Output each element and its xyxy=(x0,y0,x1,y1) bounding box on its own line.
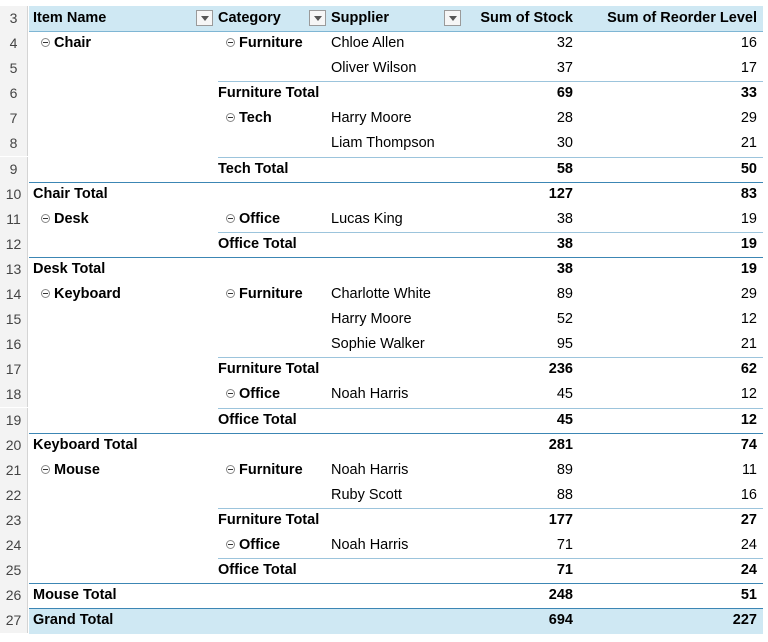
supplier-cell[interactable] xyxy=(331,483,463,508)
sum-of-reorder-cell-text: 19 xyxy=(740,235,757,252)
row-number[interactable]: 9 xyxy=(0,157,28,182)
sum-of-reorder-cell[interactable] xyxy=(579,533,761,558)
sum-of-stock-cell[interactable] xyxy=(466,282,576,307)
item-name-cell-text: Grand Total xyxy=(33,612,114,629)
sum-of-reorder-cell-text: 19 xyxy=(740,260,757,277)
supplier-cell[interactable] xyxy=(331,307,463,332)
sum-of-reorder-cell[interactable] xyxy=(579,558,761,583)
item-name-cell[interactable] xyxy=(33,81,215,106)
sum-of-reorder-cell[interactable] xyxy=(579,357,761,382)
sum-of-stock-cell[interactable] xyxy=(466,157,576,182)
category-cell[interactable] xyxy=(218,131,328,156)
sum-of-stock-cell[interactable] xyxy=(466,81,576,106)
sum-of-stock-cell[interactable] xyxy=(466,608,576,633)
collapse-toggle-icon[interactable] xyxy=(226,540,235,549)
sum-of-stock-cell[interactable] xyxy=(466,558,576,583)
category-cell-text: Furniture Total xyxy=(218,361,320,378)
sum-of-stock-cell[interactable] xyxy=(466,207,576,232)
sum-of-stock-cell-text: 177 xyxy=(548,511,573,528)
sum-of-stock-cell[interactable] xyxy=(466,357,576,382)
sum-of-stock-cell-text: 38 xyxy=(556,260,573,277)
supplier-cell-text: Noah Harris xyxy=(331,386,409,403)
item-name-cell[interactable] xyxy=(33,408,215,433)
sum-of-reorder-cell-text: 16 xyxy=(740,486,757,503)
sum-of-stock-cell[interactable] xyxy=(466,533,576,558)
item-name-cell[interactable] xyxy=(33,483,215,508)
category-cell[interactable] xyxy=(218,408,328,433)
supplier-cell[interactable] xyxy=(331,558,463,583)
item-name-cell-text: Keyboard xyxy=(54,286,121,302)
supplier-cell[interactable] xyxy=(331,106,463,131)
supplier-filter-dropdown[interactable] xyxy=(444,10,461,26)
sum-of-reorder-cell-text: 24 xyxy=(740,537,757,553)
supplier-cell[interactable] xyxy=(331,533,463,558)
row-number[interactable]: 12 xyxy=(0,232,28,257)
sum-of-stock-cell-text: 69 xyxy=(556,85,573,102)
category-cell[interactable] xyxy=(218,257,328,282)
sum-of-stock-cell-text: 58 xyxy=(556,160,573,177)
category-cell[interactable] xyxy=(218,182,328,207)
category-cell[interactable] xyxy=(218,81,328,106)
sum-of-reorder-cell[interactable] xyxy=(579,131,761,156)
collapse-toggle-icon[interactable] xyxy=(226,389,235,398)
row-number[interactable]: 16 xyxy=(0,332,28,357)
sum-of-stock-cell-text: 71 xyxy=(556,537,573,553)
item-name-cell-text: Desk Total xyxy=(33,260,106,277)
sum-of-stock-cell[interactable] xyxy=(466,332,576,357)
supplier-cell[interactable] xyxy=(331,81,463,106)
sum-of-stock-cell-text: 88 xyxy=(556,486,573,503)
sum-of-stock-cell[interactable] xyxy=(466,382,576,407)
row-number[interactable]: 13 xyxy=(0,257,28,282)
sum-of-reorder-cell[interactable] xyxy=(579,382,761,407)
row-number[interactable]: 20 xyxy=(0,433,28,458)
table-row xyxy=(0,56,768,81)
sum-of-reorder-cell[interactable] xyxy=(579,583,761,608)
item-name-cell[interactable] xyxy=(33,257,215,282)
item-name-cell[interactable] xyxy=(33,357,215,382)
sum-of-stock-cell-text: 127 xyxy=(548,185,573,202)
table-row xyxy=(0,207,768,232)
category-cell[interactable] xyxy=(218,357,328,382)
supplier-cell-text: Ruby Scott xyxy=(331,486,402,503)
table-row xyxy=(0,408,768,433)
row-number[interactable]: 27 xyxy=(0,608,28,633)
sum-of-stock-cell-text: 89 xyxy=(556,286,573,302)
sum-of-reorder-cell[interactable] xyxy=(579,307,761,332)
sum-of-stock-cell[interactable] xyxy=(466,408,576,433)
sum-of-reorder-cell-text: 12 xyxy=(740,386,757,403)
collapse-toggle-icon[interactable] xyxy=(226,214,235,223)
table-row xyxy=(0,31,768,56)
row-number[interactable]: 19 xyxy=(0,408,28,433)
supplier-cell-text: Chloe Allen xyxy=(331,35,405,51)
sum-of-reorder-cell-text: 62 xyxy=(740,361,757,378)
category-cell[interactable] xyxy=(218,483,328,508)
row-number[interactable]: 22 xyxy=(0,483,28,508)
sum-of-stock-cell-text: 71 xyxy=(556,562,573,579)
item-name-cell[interactable] xyxy=(33,382,215,407)
pivot-header-row xyxy=(0,6,768,31)
category-cell-text: Furniture xyxy=(239,35,303,51)
supplier-cell-text: Charlotte White xyxy=(331,286,431,302)
sum-of-stock-cell-text: 38 xyxy=(556,235,573,252)
supplier-cell[interactable] xyxy=(331,332,463,357)
sum-of-stock-cell[interactable] xyxy=(466,182,576,207)
row-number[interactable]: 21 xyxy=(0,458,28,483)
sum-of-reorder-cell[interactable] xyxy=(579,157,761,182)
sum-of-stock-cell-text: 694 xyxy=(548,612,573,629)
sum-of-stock-cell-text: 45 xyxy=(556,386,573,403)
table-row xyxy=(0,458,768,483)
sum-of-reorder-cell[interactable] xyxy=(579,433,761,458)
supplier-cell[interactable] xyxy=(331,207,463,232)
table-row xyxy=(0,232,768,257)
category-cell[interactable] xyxy=(218,583,328,608)
sum-of-stock-cell-text: 281 xyxy=(548,436,573,453)
sum-of-stock-cell-text: 37 xyxy=(556,60,573,77)
category-cell-text: Furniture Total xyxy=(218,511,320,528)
item-name-cell[interactable] xyxy=(33,508,215,533)
table-row xyxy=(0,533,768,558)
category-cell[interactable] xyxy=(218,307,328,332)
item-name-cell[interactable] xyxy=(33,307,215,332)
sum-of-stock-cell-text: 30 xyxy=(556,135,573,152)
sum-of-reorder-cell-text: 19 xyxy=(740,210,757,227)
supplier-cell-text: Noah Harris xyxy=(331,537,409,553)
supplier-cell[interactable] xyxy=(331,157,463,182)
sum-of-reorder-cell[interactable] xyxy=(579,458,761,483)
category-cell[interactable] xyxy=(218,31,328,56)
sum-of-reorder-cell-text: 16 xyxy=(740,35,757,51)
category-cell-text: Office Total xyxy=(218,562,297,579)
collapse-toggle-icon[interactable] xyxy=(226,465,235,474)
category-cell[interactable] xyxy=(218,382,328,407)
category-cell[interactable] xyxy=(218,106,328,131)
header-item-name[interactable]: Item Name xyxy=(33,10,107,26)
item-name-cell[interactable] xyxy=(33,332,215,357)
supplier-cell[interactable] xyxy=(331,357,463,382)
row-number[interactable]: 11 xyxy=(0,207,28,232)
row-number[interactable]: 15 xyxy=(0,307,28,332)
item-name-cell[interactable] xyxy=(33,583,215,608)
table-row xyxy=(0,583,768,608)
row-number[interactable]: 24 xyxy=(0,533,28,558)
sum-of-reorder-cell[interactable] xyxy=(579,332,761,357)
category-cell[interactable] xyxy=(218,508,328,533)
supplier-cell[interactable] xyxy=(331,257,463,282)
sum-of-stock-cell[interactable] xyxy=(466,583,576,608)
supplier-cell-text: Noah Harris xyxy=(331,461,409,478)
item-name-cell-text: Mouse xyxy=(54,461,100,478)
category-cell-text: Tech Total xyxy=(218,160,289,177)
supplier-cell[interactable] xyxy=(331,458,463,483)
category-cell-text: Furniture xyxy=(239,286,303,302)
table-row xyxy=(0,357,768,382)
row-number[interactable]: 18 xyxy=(0,382,28,407)
table-row xyxy=(0,433,768,458)
item-name-cell-text: Chair Total xyxy=(33,185,108,202)
table-row xyxy=(0,282,768,307)
collapse-toggle-icon[interactable] xyxy=(41,214,50,223)
sum-of-reorder-cell[interactable] xyxy=(579,483,761,508)
category-cell[interactable] xyxy=(218,232,328,257)
table-row xyxy=(0,608,768,633)
sum-of-stock-cell-text: 248 xyxy=(548,587,573,604)
collapse-toggle-icon[interactable] xyxy=(226,289,235,298)
item-name-cell[interactable] xyxy=(33,608,215,633)
sum-of-stock-cell-text: 32 xyxy=(556,35,573,51)
item-name-cell[interactable] xyxy=(33,131,215,156)
sum-of-stock-cell[interactable] xyxy=(466,56,576,81)
sum-of-reorder-cell-text: 51 xyxy=(740,587,757,604)
supplier-cell-text: Liam Thompson xyxy=(331,135,435,152)
row-number[interactable]: 17 xyxy=(0,357,28,382)
sum-of-reorder-cell[interactable] xyxy=(579,106,761,131)
sum-of-stock-cell[interactable] xyxy=(466,508,576,533)
supplier-cell[interactable] xyxy=(331,232,463,257)
sum-of-reorder-cell-text: 12 xyxy=(740,311,757,328)
sum-of-reorder-cell[interactable] xyxy=(579,56,761,81)
item-name-cell-text: Chair xyxy=(54,35,92,51)
item-name-cell[interactable] xyxy=(33,458,215,483)
row-number[interactable]: 6 xyxy=(0,81,28,106)
supplier-cell-text: Lucas King xyxy=(331,210,403,227)
sum-of-reorder-cell-text: 24 xyxy=(740,562,757,579)
supplier-cell[interactable] xyxy=(331,282,463,307)
header-category[interactable]: Category xyxy=(218,10,281,26)
sum-of-reorder-cell[interactable] xyxy=(579,232,761,257)
sum-of-reorder-cell[interactable] xyxy=(579,182,761,207)
table-row xyxy=(0,483,768,508)
category-cell[interactable] xyxy=(218,207,328,232)
sum-of-reorder-cell-text: 227 xyxy=(732,612,757,629)
row-number[interactable]: 8 xyxy=(0,131,28,156)
supplier-cell-text: Oliver Wilson xyxy=(331,60,417,77)
category-cell[interactable] xyxy=(218,332,328,357)
category-cell-text: Office xyxy=(239,386,281,403)
item-name-cell[interactable] xyxy=(33,207,215,232)
sum-of-reorder-cell-text: 83 xyxy=(740,185,757,202)
supplier-cell[interactable] xyxy=(331,508,463,533)
sum-of-stock-cell[interactable] xyxy=(466,307,576,332)
sum-of-reorder-cell-text: 50 xyxy=(740,160,757,177)
category-cell[interactable] xyxy=(218,558,328,583)
sum-of-reorder-cell[interactable] xyxy=(579,31,761,56)
sum-of-reorder-cell[interactable] xyxy=(579,508,761,533)
category-cell-text: Tech xyxy=(239,110,272,127)
sum-of-stock-cell[interactable] xyxy=(466,483,576,508)
category-cell-text: Furniture xyxy=(239,461,303,478)
sum-of-reorder-cell[interactable] xyxy=(579,408,761,433)
sum-of-stock-cell[interactable] xyxy=(466,257,576,282)
item-name-cell[interactable] xyxy=(33,533,215,558)
table-row xyxy=(0,257,768,282)
table-row xyxy=(0,106,768,131)
table-row xyxy=(0,131,768,156)
table-row xyxy=(0,81,768,106)
header-sum-of-stock[interactable]: Sum of Stock xyxy=(480,10,573,26)
table-row xyxy=(0,332,768,357)
supplier-cell[interactable] xyxy=(331,382,463,407)
supplier-cell[interactable] xyxy=(331,433,463,458)
sum-of-reorder-cell-text: 21 xyxy=(740,135,757,152)
category-cell[interactable] xyxy=(218,282,328,307)
category-cell-text: Office Total xyxy=(218,235,297,252)
sum-of-reorder-cell-text: 29 xyxy=(740,286,757,302)
item-name-cell[interactable] xyxy=(33,232,215,257)
sum-of-reorder-cell-text: 21 xyxy=(740,336,757,353)
row-number[interactable]: 4 xyxy=(0,31,28,56)
row-number[interactable]: 7 xyxy=(0,106,28,131)
category-cell[interactable] xyxy=(218,56,328,81)
supplier-cell[interactable] xyxy=(331,182,463,207)
sum-of-stock-cell-text: 95 xyxy=(556,336,573,353)
collapse-toggle-icon[interactable] xyxy=(41,289,50,298)
supplier-cell[interactable] xyxy=(331,131,463,156)
table-row xyxy=(0,157,768,182)
collapse-toggle-icon[interactable] xyxy=(226,113,235,122)
item-name-cell[interactable] xyxy=(33,157,215,182)
sum-of-stock-cell-text: 38 xyxy=(556,210,573,227)
supplier-cell[interactable] xyxy=(331,583,463,608)
category-cell[interactable] xyxy=(218,608,328,633)
sum-of-reorder-cell[interactable] xyxy=(579,282,761,307)
sum-of-reorder-cell-text: 74 xyxy=(740,436,757,453)
supplier-cell-text: Harry Moore xyxy=(331,110,412,127)
sum-of-stock-cell-text: 52 xyxy=(556,311,573,328)
table-row xyxy=(0,558,768,583)
sum-of-reorder-cell-text: 33 xyxy=(740,85,757,102)
sum-of-stock-cell[interactable] xyxy=(466,131,576,156)
sum-of-stock-cell-text: 236 xyxy=(548,361,573,378)
sum-of-reorder-cell[interactable] xyxy=(579,608,761,633)
supplier-cell[interactable] xyxy=(331,608,463,633)
category-cell[interactable] xyxy=(218,533,328,558)
item-name-cell[interactable] xyxy=(33,106,215,131)
sum-of-stock-cell-text: 89 xyxy=(556,461,573,478)
row-number[interactable]: 10 xyxy=(0,182,28,207)
sum-of-reorder-cell[interactable] xyxy=(579,81,761,106)
category-cell-text: Furniture Total xyxy=(218,85,320,102)
item-name-cell[interactable] xyxy=(33,182,215,207)
table-row xyxy=(0,382,768,407)
item-name-cell-text: Mouse Total xyxy=(33,587,117,604)
supplier-cell[interactable] xyxy=(331,31,463,56)
row-number[interactable]: 23 xyxy=(0,508,28,533)
supplier-cell-text: Harry Moore xyxy=(331,311,412,328)
item-name-cell[interactable] xyxy=(33,433,215,458)
sum-of-stock-cell-text: 45 xyxy=(556,411,573,428)
category-cell[interactable] xyxy=(218,157,328,182)
sum-of-reorder-cell-text: 29 xyxy=(740,110,757,127)
row-number[interactable]: 25 xyxy=(0,558,28,583)
category-cell-text: Office Total xyxy=(218,411,297,428)
sum-of-stock-cell[interactable] xyxy=(466,433,576,458)
sum-of-stock-cell[interactable] xyxy=(466,458,576,483)
collapse-toggle-icon[interactable] xyxy=(41,465,50,474)
sum-of-stock-cell[interactable] xyxy=(466,106,576,131)
sum-of-reorder-cell[interactable] xyxy=(579,257,761,282)
sum-of-reorder-cell[interactable] xyxy=(579,207,761,232)
top-edge xyxy=(0,0,768,6)
category-filter-dropdown[interactable] xyxy=(309,10,326,26)
header-sum-of-reorder-level[interactable]: Sum of Reorder Level xyxy=(607,10,757,26)
table-row xyxy=(0,307,768,332)
item-name-filter-dropdown[interactable] xyxy=(196,10,213,26)
sum-of-reorder-cell-text: 27 xyxy=(740,511,757,528)
sum-of-stock-cell[interactable] xyxy=(466,232,576,257)
item-name-cell[interactable] xyxy=(33,558,215,583)
row-number[interactable]: 5 xyxy=(0,56,28,81)
category-cell[interactable] xyxy=(218,433,328,458)
category-cell-text: Office xyxy=(239,537,281,553)
sum-of-reorder-cell-text: 11 xyxy=(741,461,757,478)
row-number[interactable]: 14 xyxy=(0,282,28,307)
collapse-toggle-icon[interactable] xyxy=(226,38,235,47)
collapse-toggle-icon[interactable] xyxy=(41,38,50,47)
header-supplier[interactable]: Supplier xyxy=(331,10,390,26)
table-row xyxy=(0,508,768,533)
sum-of-stock-cell[interactable] xyxy=(466,31,576,56)
item-name-cell-text: Desk xyxy=(54,210,89,227)
item-name-cell-text: Keyboard Total xyxy=(33,436,138,453)
item-name-cell[interactable] xyxy=(33,31,215,56)
item-name-cell[interactable] xyxy=(33,56,215,81)
category-cell-text: Office xyxy=(239,210,281,227)
sum-of-stock-cell-text: 28 xyxy=(556,110,573,127)
sum-of-reorder-cell-text: 17 xyxy=(740,60,757,77)
row-number[interactable]: 3 xyxy=(0,6,28,31)
table-row xyxy=(0,182,768,207)
supplier-cell[interactable] xyxy=(331,408,463,433)
row-number[interactable]: 26 xyxy=(0,583,28,608)
item-name-cell[interactable] xyxy=(33,282,215,307)
category-cell[interactable] xyxy=(218,458,328,483)
supplier-cell-text: Sophie Walker xyxy=(331,336,425,353)
sum-of-reorder-cell-text: 12 xyxy=(740,411,757,428)
supplier-cell[interactable] xyxy=(331,56,463,81)
